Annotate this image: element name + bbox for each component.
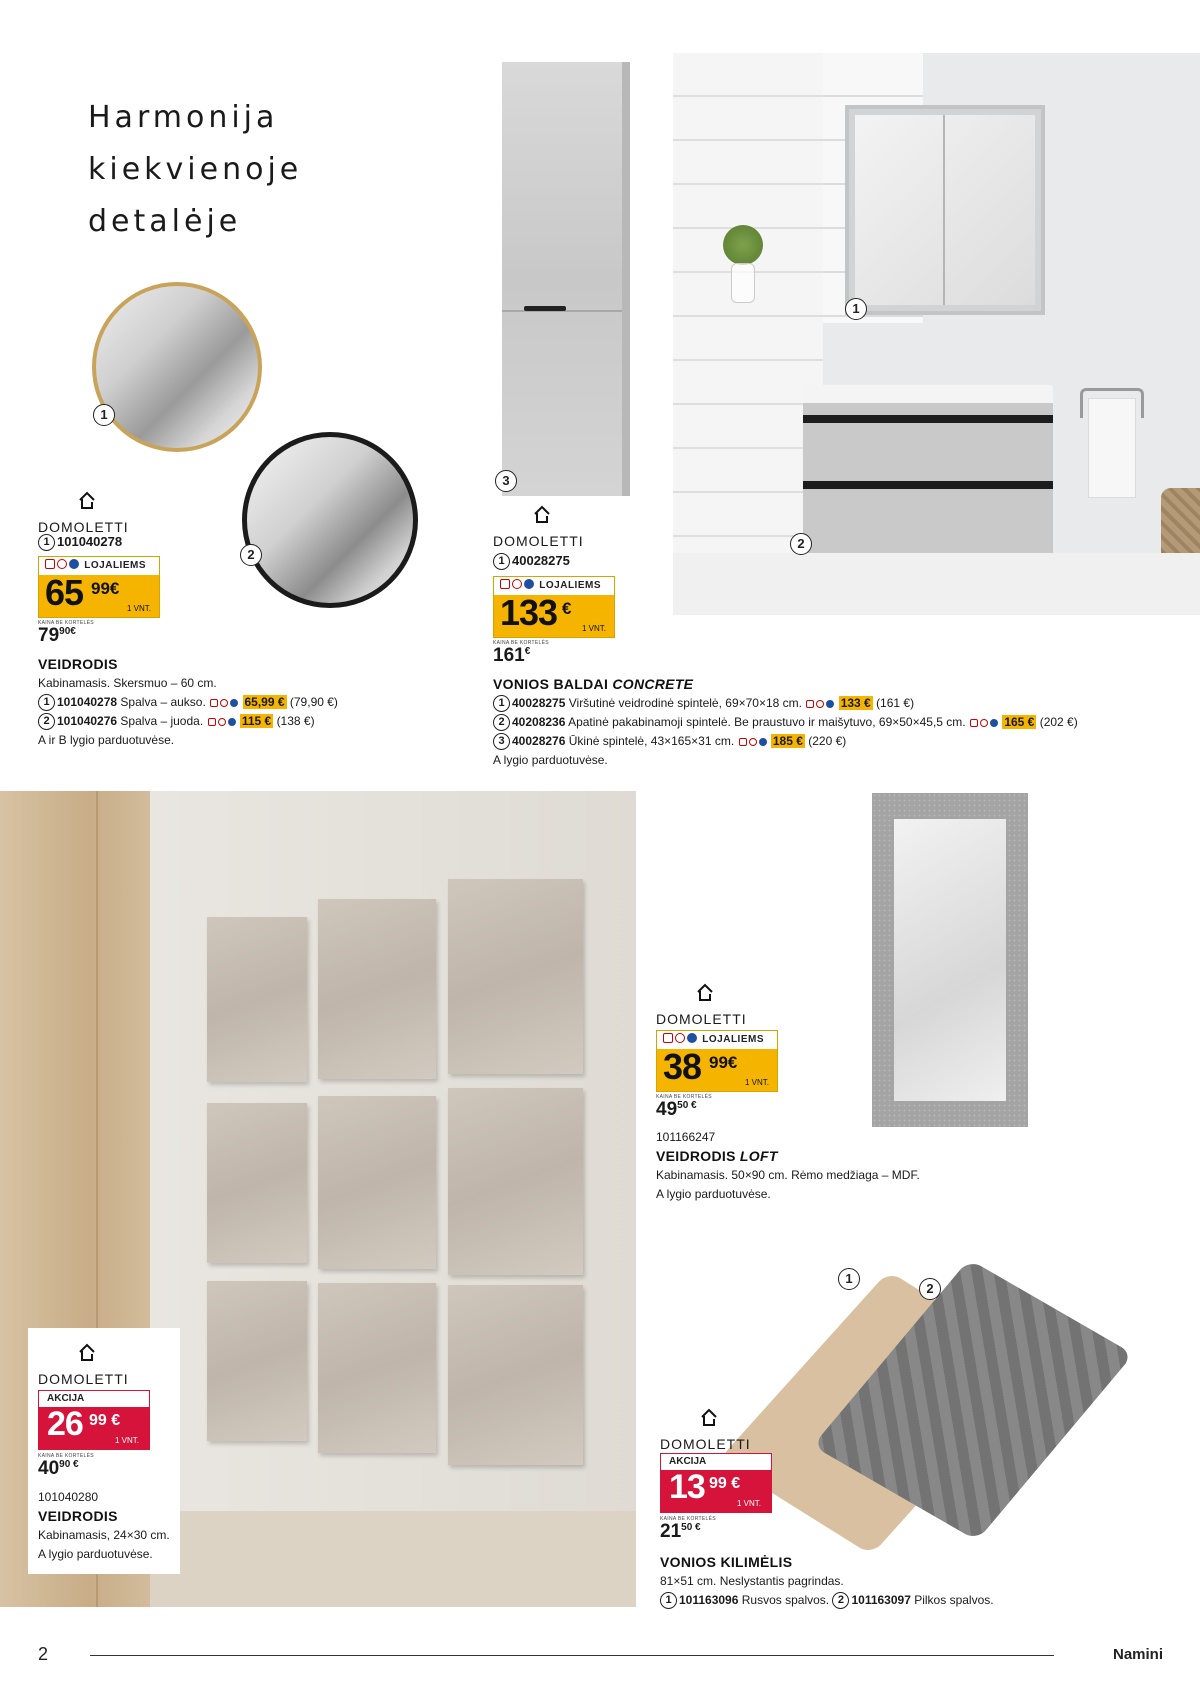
cents-value: 99 (91, 579, 110, 598)
item-3 (493, 732, 1133, 751)
wall-tiles (673, 53, 823, 615)
currency: € (109, 579, 120, 598)
item-price: 165 € (1004, 715, 1035, 729)
variant-old-price: (138 €) (276, 714, 315, 728)
card-icon (739, 738, 747, 746)
product-name-series: CONCRETE (612, 676, 694, 692)
card-icon (806, 700, 814, 708)
brand-name: DOMOLETTI (493, 533, 584, 549)
unit-label: 1 VNT. (581, 624, 606, 633)
product-description (38, 674, 458, 750)
brand-logo-block (38, 488, 188, 535)
price-currency: € (562, 599, 572, 618)
loyalty-price-box (38, 556, 160, 618)
old-price-cents: 90 (59, 626, 71, 637)
variant-sku: 101040278 (57, 695, 118, 709)
marker-1: 1 (493, 553, 510, 570)
card-icon (663, 1033, 673, 1043)
item-text: Apatinė pakabinamoji spintelė. Be praustuvo ir maišytuvo, 69×50×45,5 cm. (568, 715, 966, 729)
currency: € (524, 646, 531, 657)
bathroom-scene-image (673, 53, 1200, 615)
loyalty-label: LOJALIEMS (702, 1034, 765, 1045)
currency: € (73, 1459, 79, 1470)
card-icon (500, 579, 510, 589)
variant-text: Rusvos spalvos. (741, 1593, 830, 1607)
no-card-label: KAINA BE KORTELĖS (38, 1453, 94, 1459)
variant-2 (38, 712, 458, 731)
mirror-panel (318, 1283, 436, 1453)
brand-name: DOMOLETTI (38, 519, 129, 535)
p-icon (69, 559, 79, 569)
akcija-price-box (38, 1390, 150, 1450)
brand-name: DOMOLETTI (656, 1011, 747, 1027)
item-2 (493, 713, 1133, 732)
price-integer: 133 (500, 592, 558, 633)
item-price: 133 € (840, 696, 871, 710)
old-price-cents: 50 (677, 1100, 689, 1111)
loyalty-label: LOJALIEMS (84, 560, 147, 571)
page-heading (88, 92, 488, 248)
p-icon (228, 718, 236, 726)
item-sku: 40028275 (512, 696, 566, 710)
mirror-panel (207, 1103, 307, 1263)
brand-logo-block (656, 980, 806, 1027)
price-integer: 26 (47, 1405, 83, 1443)
card-icon (208, 718, 216, 726)
loft-mirror-image (872, 793, 1028, 1127)
product-name: VEIDRODIS (38, 1508, 118, 1524)
variant-1 (38, 693, 458, 712)
brand-logo-block (660, 1405, 810, 1452)
no-sign-icon (512, 579, 522, 589)
brand-name: DOMOLETTI (660, 1436, 751, 1452)
marker-3: 3 (493, 733, 510, 750)
price-integer: 38 (663, 1046, 702, 1087)
loyalty-label: LOJALIEMS (539, 580, 602, 591)
availability: A lygio parduotuvėse. (656, 1187, 771, 1201)
loft-mirror-glass (894, 819, 1006, 1101)
old-price-int: 49 (656, 1099, 678, 1120)
sink (803, 385, 1053, 405)
unit-label: 1 VNT. (126, 604, 151, 613)
old-price-int: 21 (660, 1521, 682, 1542)
availability: A ir B lygio parduotuvėse. (38, 733, 175, 747)
marker-2: 2 (38, 713, 55, 730)
currency: € (691, 1100, 697, 1111)
variant-sku: 101040276 (57, 714, 118, 728)
brand-logo-block (38, 1340, 188, 1387)
p-icon (826, 700, 834, 708)
vanity-grip-1 (803, 415, 1053, 423)
product-sku (493, 553, 570, 570)
marker-1: 1 (493, 695, 510, 712)
product-description: 81×51 cm. Neslystantis pagrindas. (660, 1574, 844, 1588)
brand-name: DOMOLETTI (38, 1371, 129, 1387)
loyalty-price-box (656, 1030, 778, 1092)
item-sku: 40208236 (512, 715, 566, 729)
price-cents (89, 1412, 120, 1430)
room-floor (150, 1511, 636, 1607)
no-sign-icon (218, 718, 226, 726)
akcija-label: AKCIJA (47, 1393, 85, 1404)
unit-label: 1 VNT. (736, 1499, 761, 1508)
old-price (38, 1458, 79, 1480)
p-icon (990, 719, 998, 727)
product-sku: 101040280 (38, 1490, 99, 1504)
sku-value: 101040278 (57, 534, 123, 549)
mirror-cabinet (845, 105, 1045, 315)
item-old-price: (202 €) (1039, 715, 1078, 729)
no-card-label: KAINA BE KORTELĖS (38, 620, 94, 626)
akcija-label: AKCIJA (669, 1456, 707, 1467)
price-integer: 65 (45, 572, 84, 613)
cabinet-handle (524, 306, 566, 311)
cents-value: 99 (709, 1053, 728, 1072)
bathroom-floor (673, 553, 1200, 615)
vanity-unit (803, 403, 1053, 553)
old-price-cents: 50 (681, 1522, 693, 1533)
no-card-label: KAINA BE KORTELĖS (493, 640, 549, 646)
variant-text: Pilkos spalvos. (914, 1593, 994, 1607)
variant-price: 115 € (241, 714, 272, 728)
availability: A lygio parduotuvėse. (493, 753, 608, 767)
vase-decor (731, 263, 755, 303)
towel (1088, 398, 1136, 498)
gold-round-mirror-image (92, 282, 262, 452)
akcija-price-box (660, 1453, 772, 1513)
item-1 (493, 694, 1133, 713)
mirror-panel (318, 899, 436, 1079)
footer-rule (90, 1655, 1054, 1656)
tall-cabinet-image (502, 62, 630, 496)
p-icon (687, 1033, 697, 1043)
product-description: Kabinamasis, 24×30 cm. (38, 1528, 170, 1542)
sku-value: 40028275 (512, 553, 570, 568)
marker-2: 2 (493, 714, 510, 731)
old-price (493, 645, 530, 667)
heading-line-2: detalėje (88, 204, 242, 239)
marker-1: 1 (38, 534, 55, 551)
domoletti-logo-icon (694, 1405, 724, 1429)
marker-2: 2 (832, 1592, 849, 1609)
card-icon (970, 719, 978, 727)
variants (660, 1591, 1080, 1610)
currency: € (731, 1475, 741, 1492)
marker-1: 1 (93, 404, 115, 426)
product-name-text: VEIDRODIS (656, 1148, 736, 1164)
no-sign-icon (57, 559, 67, 569)
product-info (38, 1488, 178, 1564)
p-icon (759, 738, 767, 746)
product-sku (38, 534, 122, 551)
no-sign-icon (749, 738, 757, 746)
page-number: 2 (38, 1644, 49, 1664)
old-price (656, 1099, 697, 1121)
price-cents (91, 579, 119, 599)
price-cents (709, 1475, 740, 1493)
item-text: Ūkinė spintelė, 43×165×31 cm. (568, 734, 735, 748)
card-icon (210, 699, 218, 707)
no-sign-icon (220, 699, 228, 707)
variant-text: Spalva – juoda. (120, 714, 204, 728)
marker-1: 1 (845, 298, 867, 320)
p-icon (524, 579, 534, 589)
marker-2: 2 (790, 533, 812, 555)
variant-old-price: (79,90 €) (289, 695, 338, 709)
domoletti-logo-icon (72, 488, 102, 512)
item-old-price: (161 €) (876, 696, 915, 710)
marker-2: 2 (919, 1278, 941, 1300)
product-name (656, 1147, 1016, 1166)
old-price-int: 79 (38, 625, 60, 646)
currency: € (727, 1053, 738, 1072)
brand-logo-block (493, 502, 643, 549)
variant-text: Spalva – aukso. (120, 695, 206, 709)
product-info (656, 1128, 1016, 1204)
unit-label: 1 VNT. (114, 1436, 139, 1445)
unit-label: 1 VNT. (744, 1078, 769, 1087)
card-icon (45, 559, 55, 569)
currency: € (70, 626, 76, 637)
vanity-grip-2 (803, 481, 1053, 489)
domoletti-logo-icon (72, 1340, 102, 1364)
cents-value: 99 (89, 1412, 107, 1429)
mirror-panel (318, 1096, 436, 1269)
no-sign-icon (675, 1033, 685, 1043)
plant-decor (723, 225, 763, 265)
currency: € (111, 1412, 121, 1429)
heading-line-1: Harmonija kiekvienoje (88, 100, 303, 187)
availability: A lygio parduotuvėse. (38, 1547, 153, 1561)
product-sku: 101166247 (656, 1130, 716, 1144)
black-round-mirror-image (242, 432, 418, 608)
marker-1: 1 (660, 1592, 677, 1609)
price-cents (709, 1053, 737, 1073)
loyalty-price-box (493, 576, 615, 638)
old-price-int: 40 (38, 1458, 60, 1479)
product-description: Kabinamasis. 50×90 cm. Rėmo medžiaga – MDF. (656, 1168, 920, 1182)
product-name-series: LOFT (739, 1148, 778, 1164)
variant-sku: 101163097 (851, 1593, 911, 1607)
item-text: Viršutinė veidrodinė spintelė, 69×70×18 cm. (568, 696, 802, 710)
mirror-cabinet-glass (855, 115, 1035, 305)
domoletti-logo-icon (527, 502, 557, 526)
p-icon (230, 699, 238, 707)
description-line: Kabinamasis. Skersmuo – 60 cm. (38, 676, 217, 690)
item-sku: 40028276 (512, 734, 566, 748)
product-info (660, 1553, 1080, 1610)
currency: € (695, 1522, 701, 1533)
old-price-cents: 90 (59, 1459, 71, 1470)
old-price (38, 625, 76, 647)
product-description (493, 694, 1133, 770)
variant-sku: 101163096 (679, 1593, 739, 1607)
mirror-panel (448, 1285, 583, 1465)
old-price (660, 1521, 701, 1543)
marker-2: 2 (240, 544, 262, 566)
marker-1: 1 (838, 1268, 860, 1290)
price-integer: 13 (669, 1468, 705, 1506)
variant-price: 65,99 € (244, 695, 285, 709)
mirror-panel (207, 917, 307, 1082)
footer-brand: Namini (1113, 1646, 1164, 1663)
mirror-panel (448, 1088, 583, 1275)
product-name: VEIDRODIS (38, 656, 118, 672)
marker-3: 3 (495, 470, 517, 492)
marker-1: 1 (38, 694, 55, 711)
old-price-value: 161 (493, 645, 525, 666)
item-old-price: (220 €) (808, 734, 847, 748)
mirror-panel (207, 1281, 307, 1441)
domoletti-logo-icon (690, 980, 720, 1004)
product-name (493, 676, 693, 692)
mirror-panel (448, 879, 583, 1074)
cents-value: 99 (709, 1475, 727, 1492)
item-price: 185 € (772, 734, 803, 748)
product-name: VONIOS KILIMĖLIS (660, 1554, 793, 1570)
mirror-cabinet-split (943, 115, 945, 305)
product-name-text: VONIOS BALDAI (493, 676, 609, 692)
no-sign-icon (816, 700, 824, 708)
no-card-label: KAINA BE KORTELĖS (660, 1516, 716, 1522)
no-sign-icon (980, 719, 988, 727)
no-card-label: KAINA BE KORTELĖS (656, 1094, 712, 1100)
